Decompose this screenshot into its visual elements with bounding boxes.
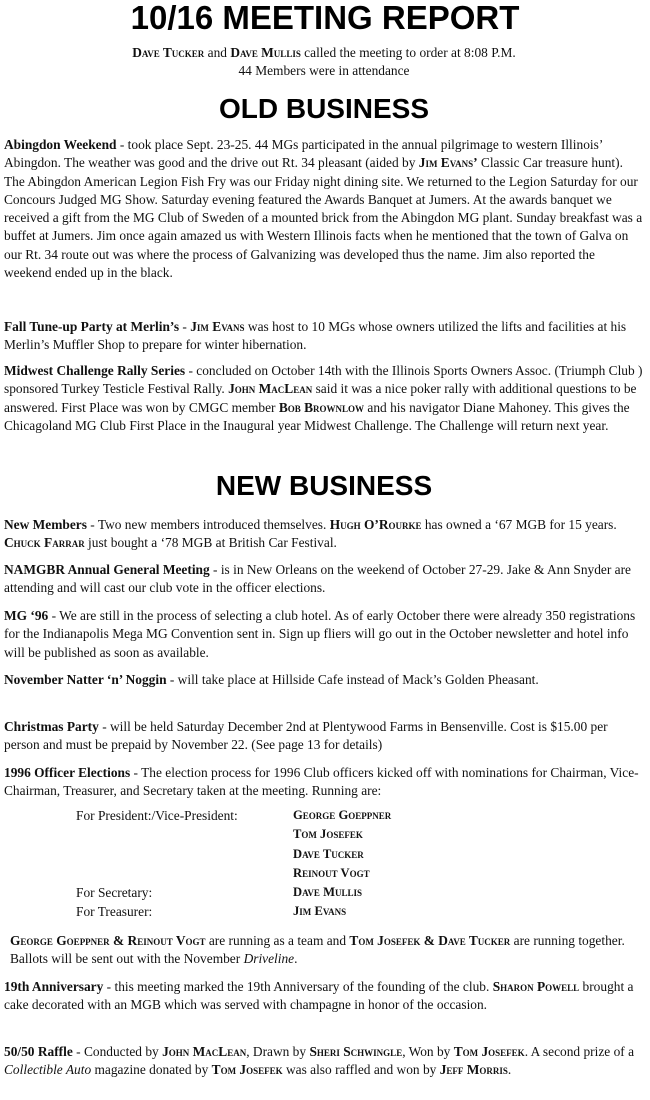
item-abingdon-weekend: Abingdon Weekend - took place Sept. 23-25. 44 MGs participated in the annual pilgrimage to western Illinois’ Abingdon. The weather was good and the drive out Rt. 34 pleasant (aided by Jim Evans’ Classic Car treasure hunt). The Abingdon American Legion Fish Fry was our Friday night dining site. We returned to the Legion Saturday for our Concours Judged MG Show. Saturday evening featured the Awards Banquet at Jumers. At the awards banquet we received a gift from the MG Club of Sweden of a mounted brick from the Abingdon MG plant. Sunday breakfast was a buffet at Jumers. Jim once again amazed us with Western Illinois facts when he mentioned that the town of Galva on our Rt. 34 route out was where the process of Galvanizing was developed thus the name. Jim also reported the weekend ended up in the black. bbox=[4, 137, 643, 281]
item-midwest-challenge: Midwest Challenge Rally Series - concluded on October 14th with the Illinois Sports Owners Assoc. (Triumph Club ) sponsored Turkey Testicle Festival Rally. John MacLean said it was a nice poker rally with additional questions to be answered. First Place was won by CMGC member Bob Brownlow and his navigator Diane Mahoney. This gives the Chicagoland MG Club First Place in the Inaugural year Midwest Challenge. The Challenge will return next year. bbox=[4, 363, 643, 433]
candidate-name: Reinout Vogt bbox=[293, 865, 370, 880]
office-label: For Treasurer: bbox=[76, 904, 153, 920]
candidate-row bbox=[76, 866, 391, 885]
item-19th-anniversary: 19th Anniversary - this meeting marked the 19th Anniversary of the founding of the club. Sharon Powell brought a cake decorated with an MGB which was served with champagne in honor of the occasion. bbox=[4, 979, 634, 1013]
candidates-table bbox=[76, 808, 391, 924]
person-name: John MacLean bbox=[162, 1044, 247, 1059]
person-name: Jim Evans’ bbox=[418, 155, 478, 171]
old-business-heading: OLD BUSINESS bbox=[218, 93, 430, 124]
page-title: 10/16 MEETING REPORT bbox=[130, 0, 520, 36]
candidate-name: Jim Evans bbox=[293, 904, 347, 919]
item-november-natter: November Natter ‘n’ Noggin - will take place at Hillside Cafe instead of Mack’s Golden Pheasant. bbox=[4, 672, 539, 687]
candidate-row bbox=[76, 827, 391, 846]
person-name: George Goeppner & Reinout Vogt bbox=[10, 933, 206, 948]
item-officer-elections: 1996 Officer Elections - The election process for 1996 Club officers kicked off with nominations for Chairman, Vice-Chairman, Treasurer, and Secretary taken at the meeting. Running are: bbox=[4, 765, 639, 799]
person-name: Sharon Powell bbox=[492, 979, 580, 994]
meeting-intro: Dave Tucker and Dave Mullis called the meeting to order at 8:08 P.M. 44 Members were in attendance bbox=[4, 44, 644, 81]
office-label bbox=[76, 827, 293, 846]
person-name: Tom Josefek bbox=[211, 1062, 283, 1078]
item-title: NAMGBR Annual General Meeting bbox=[4, 562, 210, 577]
presider-name: Dave Mullis bbox=[230, 45, 301, 60]
item-new-members: New Members - Two new members introduced themselves. Hugh O’Rourke has owned a ‘67 MGB for 15 years. Chuck Farrar just bought a ‘78 MGB at British Car Festival. bbox=[4, 517, 617, 551]
item-fall-tuneup: Fall Tune-up Party at Merlin’s - Jim Evans was host to 10 MGs whose owners utilized the lifts and facilities at his Merlin’s Muffler Shop to prepare for winter hibernation. bbox=[4, 319, 627, 353]
candidate-row bbox=[76, 847, 391, 866]
candidate-name: Dave Mullis bbox=[293, 885, 362, 900]
candidate-row bbox=[76, 904, 391, 923]
presider-name: Dave Tucker bbox=[132, 45, 205, 60]
item-title: 19th Anniversary bbox=[4, 979, 104, 994]
item-title: Christmas Party bbox=[4, 719, 99, 734]
item-title: Midwest Challenge Rally Series bbox=[4, 363, 186, 378]
item-christmas-party: Christmas Party - will be held Saturday December 2nd at Plentywood Farms in Bensenville. Cost is $15.00 per person and must be prepaid by November 22. (See page 13 for details) bbox=[4, 719, 608, 753]
publication-title: Collectible Auto bbox=[4, 1062, 92, 1078]
candidate-name: Dave Tucker bbox=[293, 846, 364, 861]
person-name: Bob Brownlow bbox=[278, 399, 365, 415]
office-label: For Secretary: bbox=[76, 885, 153, 901]
new-business-heading: NEW BUSINESS bbox=[215, 470, 433, 501]
item-title: Fall Tune-up Party at Merlin’s bbox=[4, 319, 180, 334]
item-title: November Natter ‘n’ Noggin bbox=[4, 672, 167, 687]
office-label: For President:/Vice-President: bbox=[76, 808, 238, 823]
item-title: 50/50 Raffle bbox=[4, 1044, 73, 1059]
item-team-note: George Goeppner & Reinout Vogt are running as a team and Tom Josefek & Dave Tucker are running together. Ballots will be sent out with the November Driveline. bbox=[10, 933, 625, 967]
candidate-row bbox=[76, 808, 391, 827]
office-label bbox=[76, 866, 293, 885]
person-name: Jeff Morris bbox=[439, 1062, 508, 1078]
person-name: Hugh O’Rourke bbox=[329, 517, 422, 532]
item-title: New Members bbox=[4, 517, 87, 532]
item-title: 1996 Officer Elections bbox=[4, 765, 131, 780]
person-name: John MacLean bbox=[228, 381, 313, 397]
item-mg96: MG ‘96 - We are still in the process of selecting a club hotel. As of early October there were already 350 registrations for the Indianapolis Mega MG Convention sent in. Sign up fliers will go out in the October newsletter and hotel info will be published as soon as available. bbox=[4, 608, 636, 660]
item-title: Abingdon Weekend bbox=[4, 137, 117, 152]
person-name: Tom Josefek & Dave Tucker bbox=[349, 933, 511, 948]
person-name: Jim Evans bbox=[190, 319, 245, 334]
item-5050-raffle: 50/50 Raffle - Conducted by John MacLean, Drawn by Sheri Schwingle, Won by Tom Josefek. A second prize of a Collectible Auto magazine donated by Tom Josefek was also raffled and won by Jeff Morris. bbox=[4, 1044, 635, 1078]
person-name: Tom Josefek bbox=[453, 1044, 525, 1059]
person-name: Chuck Farrar bbox=[4, 535, 85, 551]
person-name: Sheri Schwingle bbox=[309, 1044, 403, 1059]
publication-title: Driveline bbox=[243, 951, 295, 967]
candidate-name: Tom Josefek bbox=[293, 827, 363, 842]
office-label bbox=[76, 847, 293, 866]
candidate-name: George Goeppner bbox=[293, 808, 392, 822]
candidate-row bbox=[76, 885, 391, 904]
item-namgbr-meeting: NAMGBR Annual General Meeting - is in New Orleans on the weekend of October 27-29. Jake & Ann Snyder are attending and will cast our club vote in the officer elections. bbox=[4, 562, 632, 596]
item-title: MG ‘96 bbox=[4, 608, 49, 623]
attendance-text: 44 Members were in attendance bbox=[238, 63, 410, 79]
